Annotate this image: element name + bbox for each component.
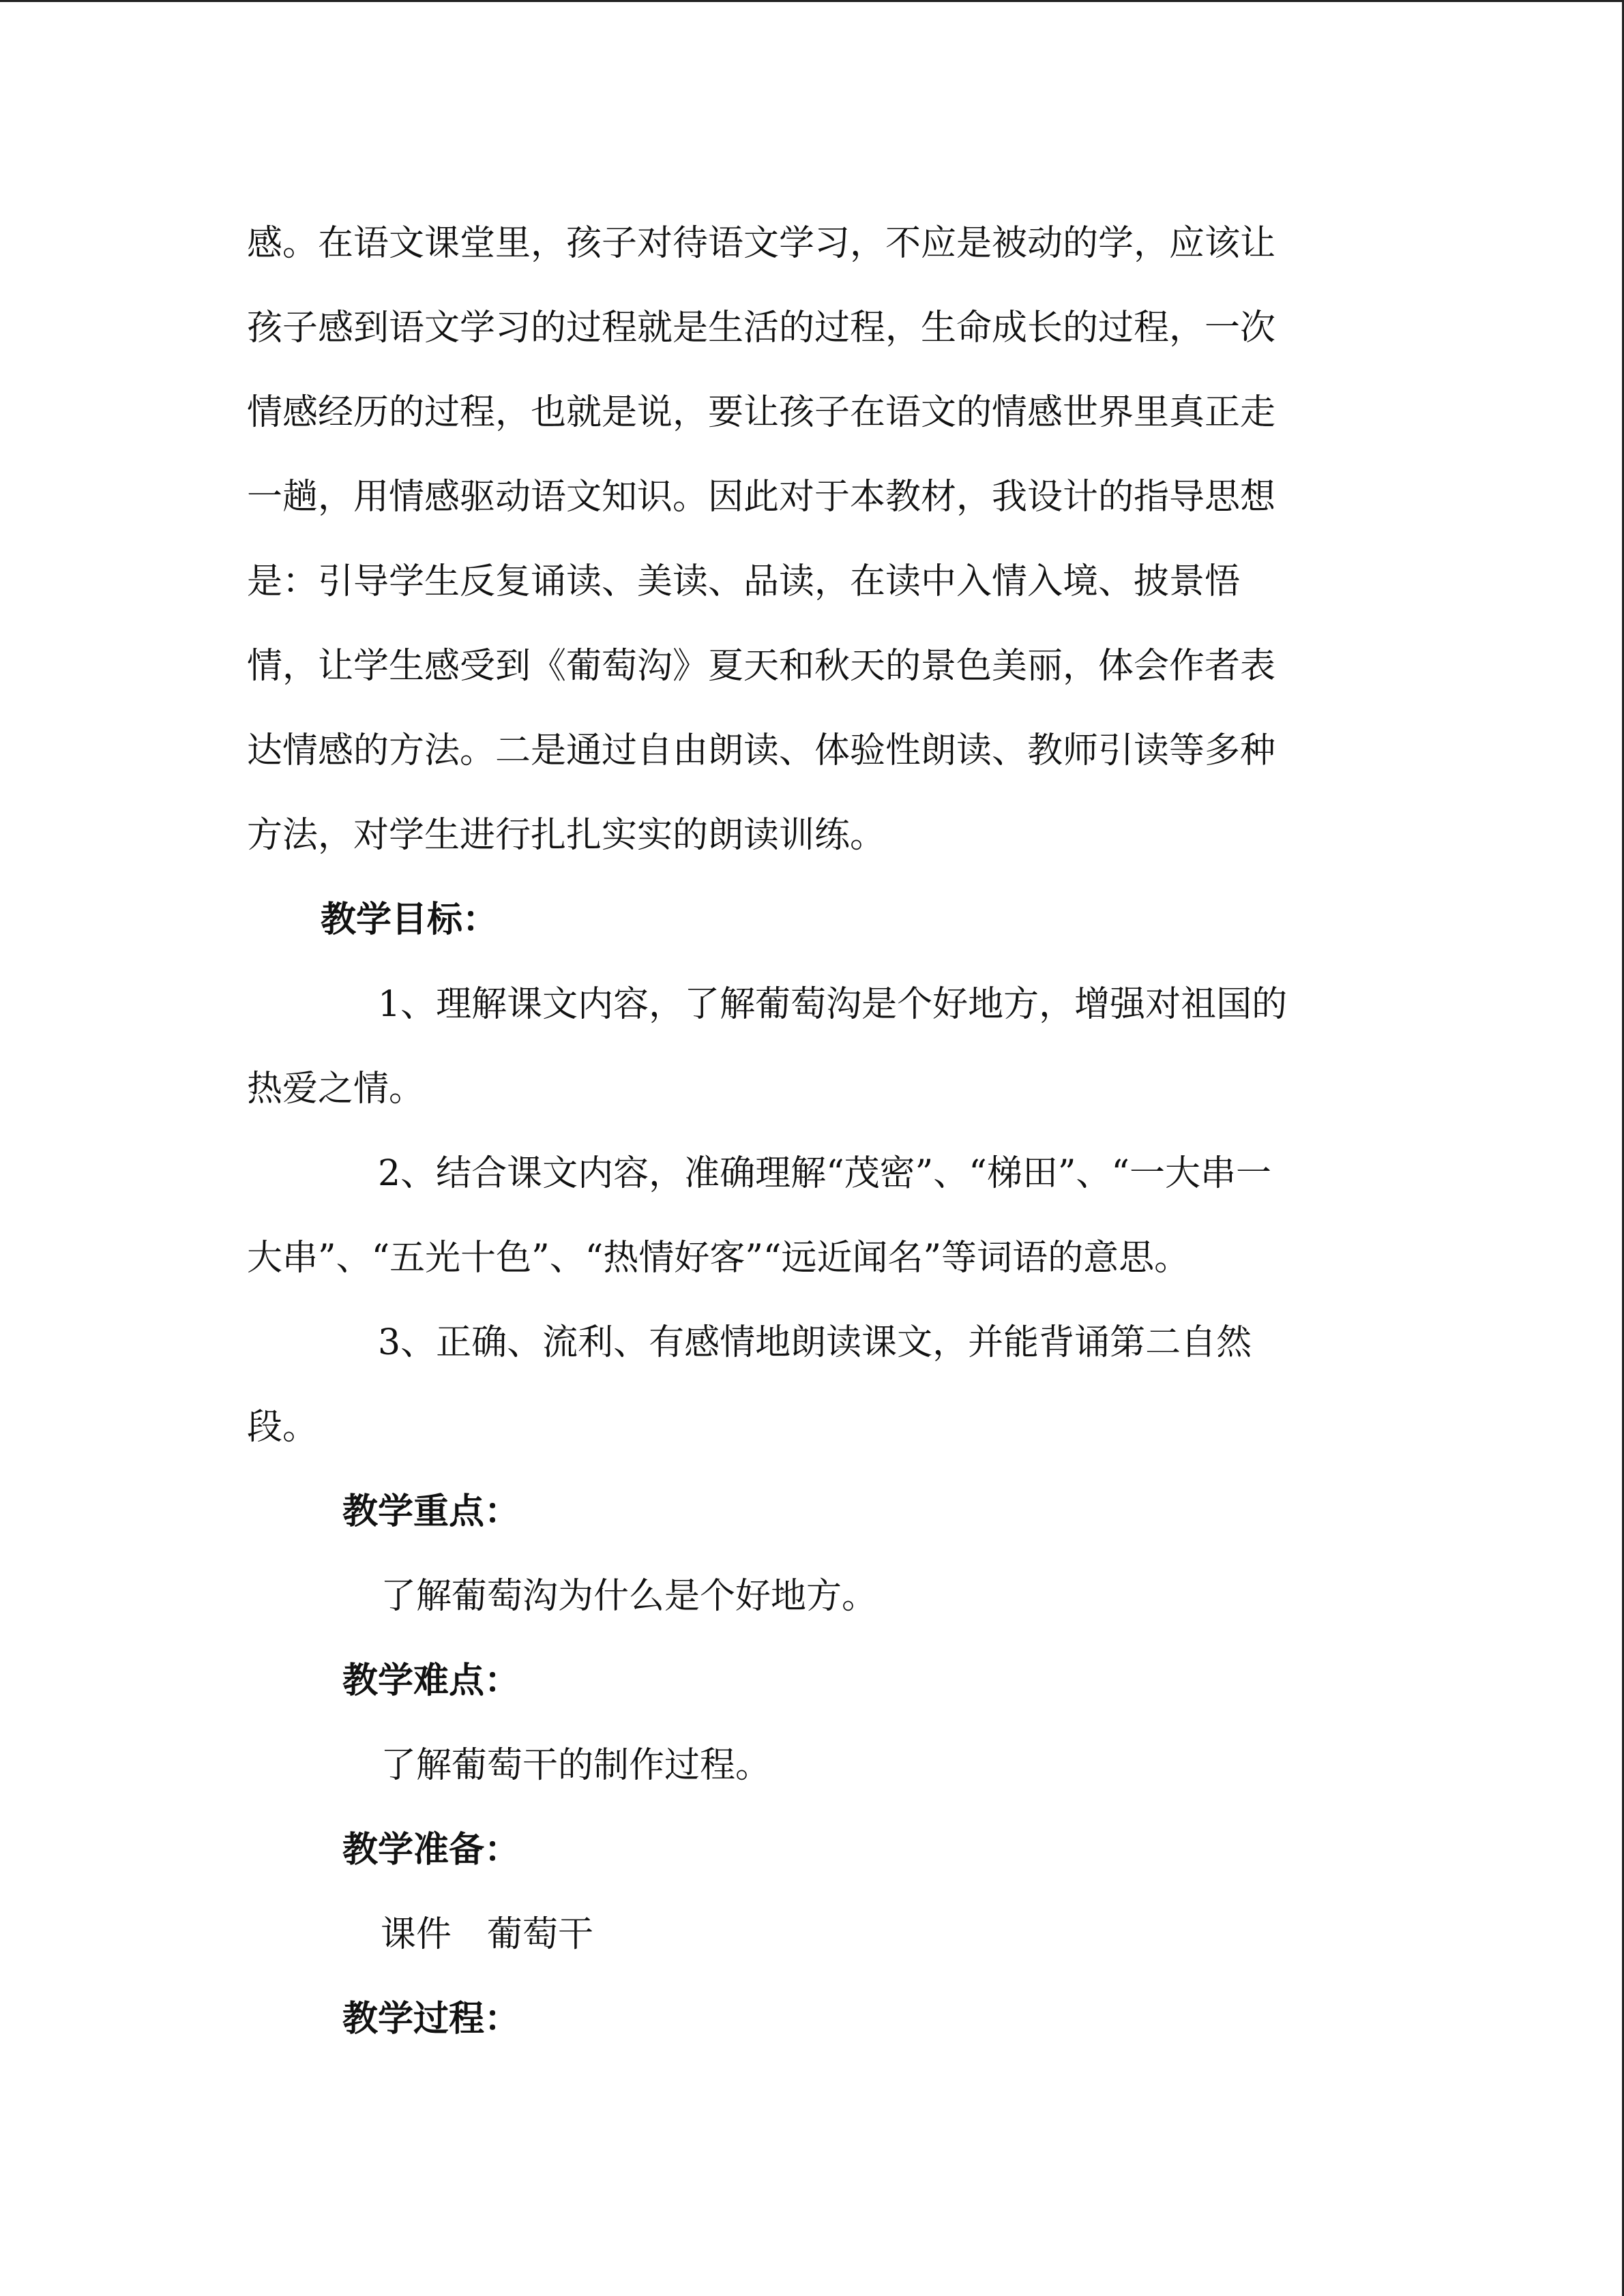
- objective-item-2: [247, 1131, 1359, 1300]
- difficulty-text: 了解葡萄干的制作过程。: [381, 1745, 771, 1786]
- preparation-text: 课件 葡萄干: [381, 1914, 594, 1955]
- objective-item-1: [247, 962, 1359, 1131]
- objective-item-3: [247, 1300, 1359, 1470]
- preparation-heading: 教学准备：: [342, 1829, 520, 1870]
- document-body: [247, 201, 1359, 2061]
- key-point-text: 了解葡萄沟为什么是个好地方。: [381, 1576, 878, 1617]
- text-line: 情，让学生感受到《葡萄沟》夏天和秋天的景色美丽，体会作者表: [247, 646, 1276, 687]
- text-line: 一趟，用情感驱动语文知识。因此对于本教材，我设计的指导思想: [247, 477, 1276, 518]
- text-line: 热爱之情。: [247, 1069, 425, 1109]
- objectives-heading: 教学目标：: [321, 899, 499, 940]
- process-heading: 教学过程：: [342, 1998, 520, 2040]
- text-line: 2、结合课文内容，准确理解“茂密”、“梯田”、“一大串一: [378, 1153, 1272, 1194]
- key-point-heading: 教学重点：: [342, 1491, 520, 1532]
- difficulty-heading: 教学难点：: [342, 1660, 520, 1701]
- text-line: 孩子感到语文学习的过程就是生活的过程，生命成长的过程，一次: [247, 308, 1276, 348]
- text-line: 达情感的方法。二是通过自由朗读、体验性朗读、教师引读等多种: [247, 730, 1276, 771]
- text-line: 方法，对学生进行扎扎实实的朗读训练。: [247, 815, 886, 856]
- text-line: 1、理解课文内容，了解葡萄沟是个好地方，增强对祖国的: [378, 984, 1288, 1025]
- text-line: 段。: [247, 1407, 319, 1448]
- text-line: 是：引导学生反复诵读、美读、品读，在读中入情入境、披景悟: [247, 561, 1241, 602]
- text-line: 情感经历的过程，也就是说，要让孩子在语文的情感世界里真正走: [247, 392, 1276, 433]
- text-line: 大串”、“五光十色”、“热情好客”“远近闻名”等词语的意思。: [247, 1238, 1190, 1279]
- text-line: 3、正确、流利、有感情地朗读课文，并能背诵第二自然: [378, 1322, 1252, 1363]
- intro-paragraph: [247, 201, 1359, 878]
- text-line: 感。在语文课堂里，孩子对待语文学习，不应是被动的学，应该让: [247, 223, 1276, 264]
